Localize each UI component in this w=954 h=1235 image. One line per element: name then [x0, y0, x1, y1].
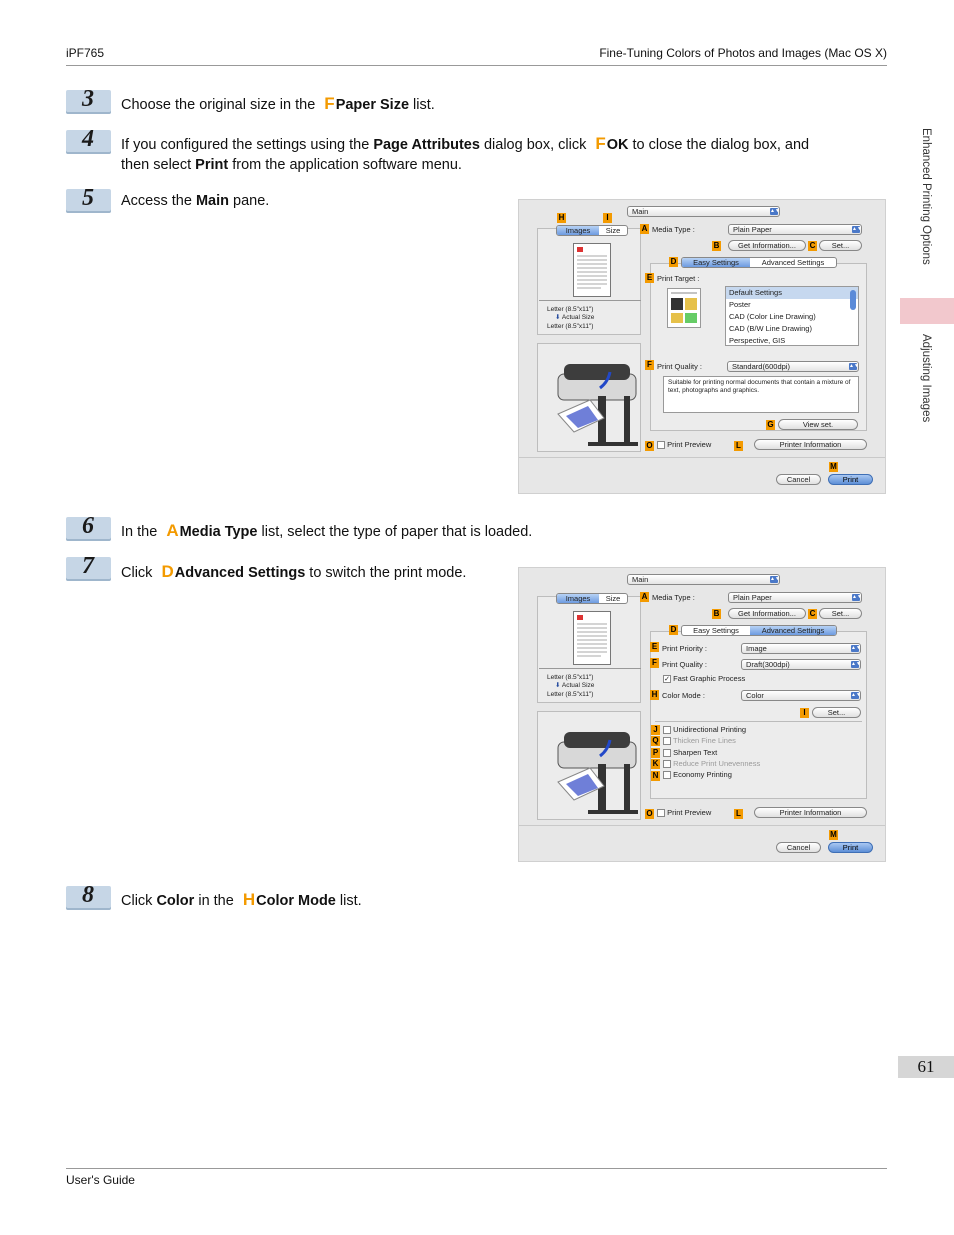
tag-i: I: [603, 213, 612, 223]
media-type-select[interactable]: Plain Paper ▲▼: [728, 592, 862, 603]
ref-marker: F: [595, 134, 606, 153]
print-target-item[interactable]: Default Settings: [726, 287, 858, 299]
page-number: 61: [898, 1056, 954, 1078]
set-button[interactable]: Set...: [819, 608, 862, 619]
tag-o: O: [646, 441, 653, 450]
settings-mode-tabs[interactable]: [681, 625, 837, 636]
step-4-badge: 4: [66, 130, 111, 154]
tag-a: A: [641, 592, 648, 601]
tag-m: M: [830, 462, 837, 471]
step-4-text: If you configured the settings using the Page Attributes dialog box, click FOK to close the dialog box, and then select Print from the application software menu.: [121, 134, 810, 173]
print-priority-select[interactable]: Image ▲▼: [741, 643, 861, 654]
cancel-button[interactable]: Cancel: [776, 474, 821, 485]
tag-b: B: [713, 609, 720, 618]
tag-i: I: [800, 708, 809, 718]
header-divider: [66, 65, 887, 66]
tag-k: K: [652, 759, 659, 768]
letter-size-label-2: Letter (8.5"x11"): [547, 323, 594, 330]
tag-f: F: [650, 658, 659, 668]
tab-size[interactable]: Size: [605, 594, 621, 603]
tag-f: F: [645, 360, 654, 370]
document-thumbnail-icon: [573, 611, 611, 665]
print-target-list[interactable]: [725, 286, 859, 346]
print-priority-label: Print Priority :: [662, 644, 708, 653]
step-5-badge: 5: [66, 189, 111, 213]
media-type-label: Media Type :: [652, 593, 695, 602]
description-box: Suitable for printing normal documents that contain a mixture of text, photographs and graphics.: [663, 376, 859, 413]
economy-printing-checkbox[interactable]: Economy Printing: [663, 770, 732, 779]
sidebar-subsection: Adjusting Images: [920, 334, 932, 423]
actual-size-label: ⬇ Actual Size: [555, 314, 595, 321]
tab-size[interactable]: Size: [605, 226, 621, 235]
media-type-label: Media Type :: [652, 225, 695, 234]
print-quality-label: Print Quality :: [662, 660, 708, 669]
media-type-select[interactable]: Plain Paper ▲▼: [728, 224, 862, 235]
tag-g: G: [767, 420, 774, 429]
printer-image-panel: [537, 343, 641, 452]
tab-advanced-settings[interactable]: Advanced Settings: [761, 258, 825, 267]
tag-d: D: [670, 257, 677, 266]
step-7-text: Click DAdvanced Settings to switch the print mode.: [121, 562, 467, 581]
footer-divider: [66, 1168, 887, 1169]
print-target-item[interactable]: CAD (Color Line Drawing): [729, 312, 816, 321]
printer-information-button[interactable]: Printer Information: [754, 439, 867, 450]
printer-icon: [538, 344, 640, 451]
step-7-badge: 7: [66, 557, 111, 581]
tag-b: B: [713, 241, 720, 250]
printer-information-button[interactable]: Printer Information: [754, 807, 867, 818]
print-target-label: Print Target :: [657, 274, 700, 283]
document-thumbnail-icon: [573, 243, 611, 297]
ref-marker: F: [324, 94, 335, 113]
print-target-item[interactable]: Perspective, GIS: [729, 336, 786, 345]
images-size-tabs[interactable]: [556, 593, 628, 604]
print-target-item[interactable]: Poster: [729, 300, 751, 309]
header-chapter: Fine-Tuning Colors of Photos and Images (Mac OS X): [599, 46, 887, 60]
step-3-badge: 3: [66, 90, 111, 114]
tag-h: H: [651, 690, 658, 699]
color-mode-label: Color Mode :: [662, 691, 705, 700]
print-quality-label: Print Quality :: [657, 362, 703, 371]
ref-marker: D: [161, 562, 174, 581]
tag-c: C: [809, 241, 816, 250]
step-6-badge: 6: [66, 517, 111, 541]
print-preview-checkbox[interactable]: Print Preview: [657, 440, 711, 449]
print-quality-select[interactable]: Draft(300dpi) ▲▼: [741, 659, 861, 670]
dialog-advanced-settings-screenshot: [518, 567, 886, 862]
settings-mode-tabs[interactable]: [681, 257, 837, 268]
print-preview-checkbox[interactable]: Print Preview: [657, 808, 711, 817]
print-quality-select[interactable]: Standard(600dpi) ▲▼: [727, 361, 859, 372]
printer-image-panel: [537, 711, 641, 820]
step-8-text: Click Color in the HColor Mode list.: [121, 890, 362, 909]
tab-easy-settings[interactable]: Easy Settings: [682, 258, 750, 267]
tab-easy-settings[interactable]: Easy Settings: [693, 626, 739, 635]
pane-select[interactable]: Main ▲▼: [627, 206, 780, 217]
reduce-unevenness-checkbox[interactable]: Reduce Print Unevenness: [663, 759, 760, 768]
get-information-button[interactable]: Get Information...: [728, 608, 806, 619]
letter-size-label-2: Letter (8.5"x11"): [547, 691, 594, 698]
footer-title: User's Guide: [66, 1173, 135, 1187]
tag-e: E: [651, 642, 658, 651]
letter-size-label: Letter (8.5"x11"): [547, 306, 594, 313]
sharpen-text-checkbox[interactable]: Sharpen Text: [663, 748, 717, 757]
view-set-button[interactable]: View set.: [778, 419, 858, 430]
images-size-tabs[interactable]: [556, 225, 628, 236]
tag-l: L: [734, 809, 743, 819]
printer-icon: [538, 712, 640, 819]
thicken-lines-checkbox[interactable]: Thicken Fine Lines: [663, 736, 736, 745]
fast-graphic-checkbox[interactable]: ✓ Fast Graphic Process: [664, 674, 746, 684]
tag-j: J: [651, 725, 660, 735]
tag-c: C: [809, 609, 816, 618]
actual-size-label: ⬇ Actual Size: [555, 682, 595, 689]
tag-l: L: [734, 441, 743, 451]
tab-advanced-settings[interactable]: Advanced Settings: [750, 626, 836, 635]
tag-e: E: [646, 273, 653, 282]
sidebar-section: Enhanced Printing Options: [920, 128, 932, 265]
print-button[interactable]: Print: [828, 842, 873, 853]
get-information-button[interactable]: Get Information...: [728, 240, 806, 251]
tab-images[interactable]: Images: [557, 594, 599, 603]
step-8-badge: 8: [66, 886, 111, 910]
tag-m: M: [830, 830, 837, 839]
pane-select[interactable]: Main ▲▼: [627, 574, 780, 585]
tag-h: H: [558, 213, 565, 222]
tag-p: P: [652, 748, 659, 757]
print-target-item[interactable]: CAD (B/W Line Drawing): [729, 324, 812, 333]
color-mode-select[interactable]: Color ▲▼: [741, 690, 861, 701]
tag-n: N: [652, 771, 659, 780]
sidebar-tab-marker: [900, 298, 954, 324]
ref-marker: A: [166, 521, 179, 540]
color-set-button[interactable]: Set...: [812, 707, 861, 718]
step-6-text: In the AMedia Type list, select the type of paper that is loaded.: [121, 521, 533, 540]
print-target-thumbnail-icon: [667, 288, 701, 328]
step-3-text: Choose the original size in the FPaper Size list.: [121, 94, 435, 113]
step-5-text: Access the Main pane.: [121, 193, 270, 209]
ref-marker: H: [242, 890, 256, 909]
cancel-button[interactable]: Cancel: [776, 842, 821, 853]
unidirectional-checkbox[interactable]: Unidirectional Printing: [663, 725, 746, 734]
letter-size-label: Letter (8.5"x11"): [547, 674, 594, 681]
dialog-easy-settings-screenshot: [518, 199, 886, 494]
tag-d: D: [670, 625, 677, 634]
tag-o: O: [646, 809, 653, 818]
set-button[interactable]: Set...: [819, 240, 862, 251]
tag-q: Q: [652, 736, 659, 745]
tab-images[interactable]: Images: [557, 226, 599, 235]
print-button[interactable]: Print: [828, 474, 873, 485]
tag-a: A: [641, 224, 648, 233]
header-model: iPF765: [66, 46, 105, 60]
list-scrollbar[interactable]: [850, 290, 856, 310]
